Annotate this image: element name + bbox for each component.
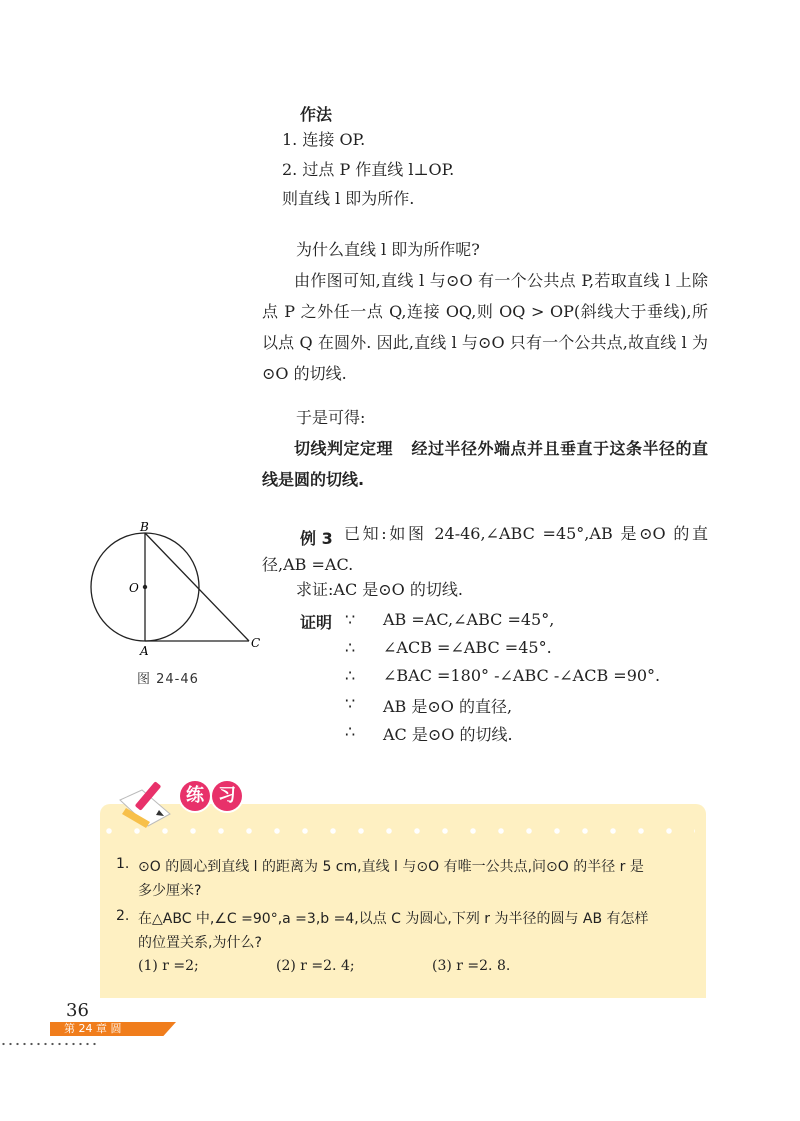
page-number: 36: [66, 1000, 89, 1021]
question-line: 的位置关系,为什么?: [138, 935, 262, 951]
proof-symbol: ∴: [345, 666, 356, 685]
question-line: ⊙O 的圆心到直线 l 的距离为 5 cm,直线 l 与⊙O 有唯一公共点,问⊙O 的半径 r 是: [138, 859, 644, 875]
example-prove: 求证:AC 是⊙O 的切线.: [296, 580, 463, 599]
theorem-name: 切线判定定理: [294, 439, 393, 458]
theorem-statement: [262, 433, 708, 495]
proof-step: ∠ACB =∠ABC =45°.: [383, 638, 552, 657]
option-1: (1) r =2;: [138, 958, 199, 974]
label-o: O: [129, 581, 139, 595]
proof-symbol: ∵: [345, 694, 356, 713]
proof-label: 证明: [300, 613, 333, 632]
footer-dot-line: [0, 1042, 100, 1046]
figure-24-46: [85, 522, 265, 672]
practice-badge-char: 习: [212, 781, 242, 811]
theorem-intro: 于是可得:: [296, 408, 366, 427]
practice-badge: [180, 778, 250, 814]
segment-bc: [145, 533, 249, 641]
proof-step: AB =AC,∠ABC =45°,: [383, 610, 555, 629]
proof-symbol: ∵: [345, 610, 356, 629]
construction-title: 作法: [300, 105, 333, 124]
center-point: [143, 585, 147, 589]
pencil-paper-icon: [112, 770, 182, 834]
construction-step-1: 1. 连接 OP.: [282, 130, 366, 149]
construction-result: 则直线 l 即为所作.: [282, 189, 415, 208]
chapter-label: 第 24 章 圆: [64, 1022, 122, 1035]
reasoning-paragraph: 由作图可知,直线 l 与⊙O 有一个公共点 P,若取直线 l 上除点 P 之外任一点 Q,连接 OQ,则 OQ > OP(斜线大于垂线),所以点 Q 在圆外. 因此,直线 l 与⊙O 只有一个公共点,故直线 l 为⊙O 的切线.: [262, 271, 708, 383]
reasoning-question: 为什么直线 l 即为所作呢?: [296, 240, 480, 259]
proof-step: AC 是⊙O 的切线.: [383, 725, 513, 744]
practice-badge-char: 练: [180, 781, 210, 811]
proof-step: AB 是⊙O 的直径,: [383, 697, 513, 716]
question-number: 1.: [116, 856, 130, 872]
theorem-text: 经过半径外端点并且垂直于这条半径的直线是圆的切线.: [262, 439, 708, 489]
option-2: (2) r =2. 4;: [276, 958, 355, 974]
proof-symbol: ∴: [345, 638, 356, 657]
question-line: 在△ABC 中,∠C =90°,a =3,b =4,以点 C 为圆心,下列 r 为半径的圆与 AB 有怎样: [138, 911, 649, 927]
example-label: 例 3: [300, 529, 333, 548]
construction-step-2: 2. 过点 P 作直线 l⊥OP.: [282, 160, 455, 179]
practice-dot-divider: [95, 828, 695, 834]
proof-symbol: ∴: [345, 722, 356, 741]
label-a: A: [140, 644, 149, 658]
example-given: 已知:如图 24-46,∠ABC =45°,AB 是⊙O 的直径,AB =AC.: [262, 524, 708, 574]
figure-caption: 图 24-46: [137, 672, 199, 687]
label-c: C: [251, 636, 261, 650]
question-number: 2.: [116, 908, 130, 924]
option-3: (3) r =2. 8.: [432, 958, 511, 974]
proof-step: ∠BAC =180° -∠ABC -∠ACB =90°.: [383, 666, 661, 685]
label-b: B: [140, 522, 149, 534]
question-line: 多少厘米?: [138, 883, 202, 899]
chapter-tab: [50, 1022, 176, 1036]
